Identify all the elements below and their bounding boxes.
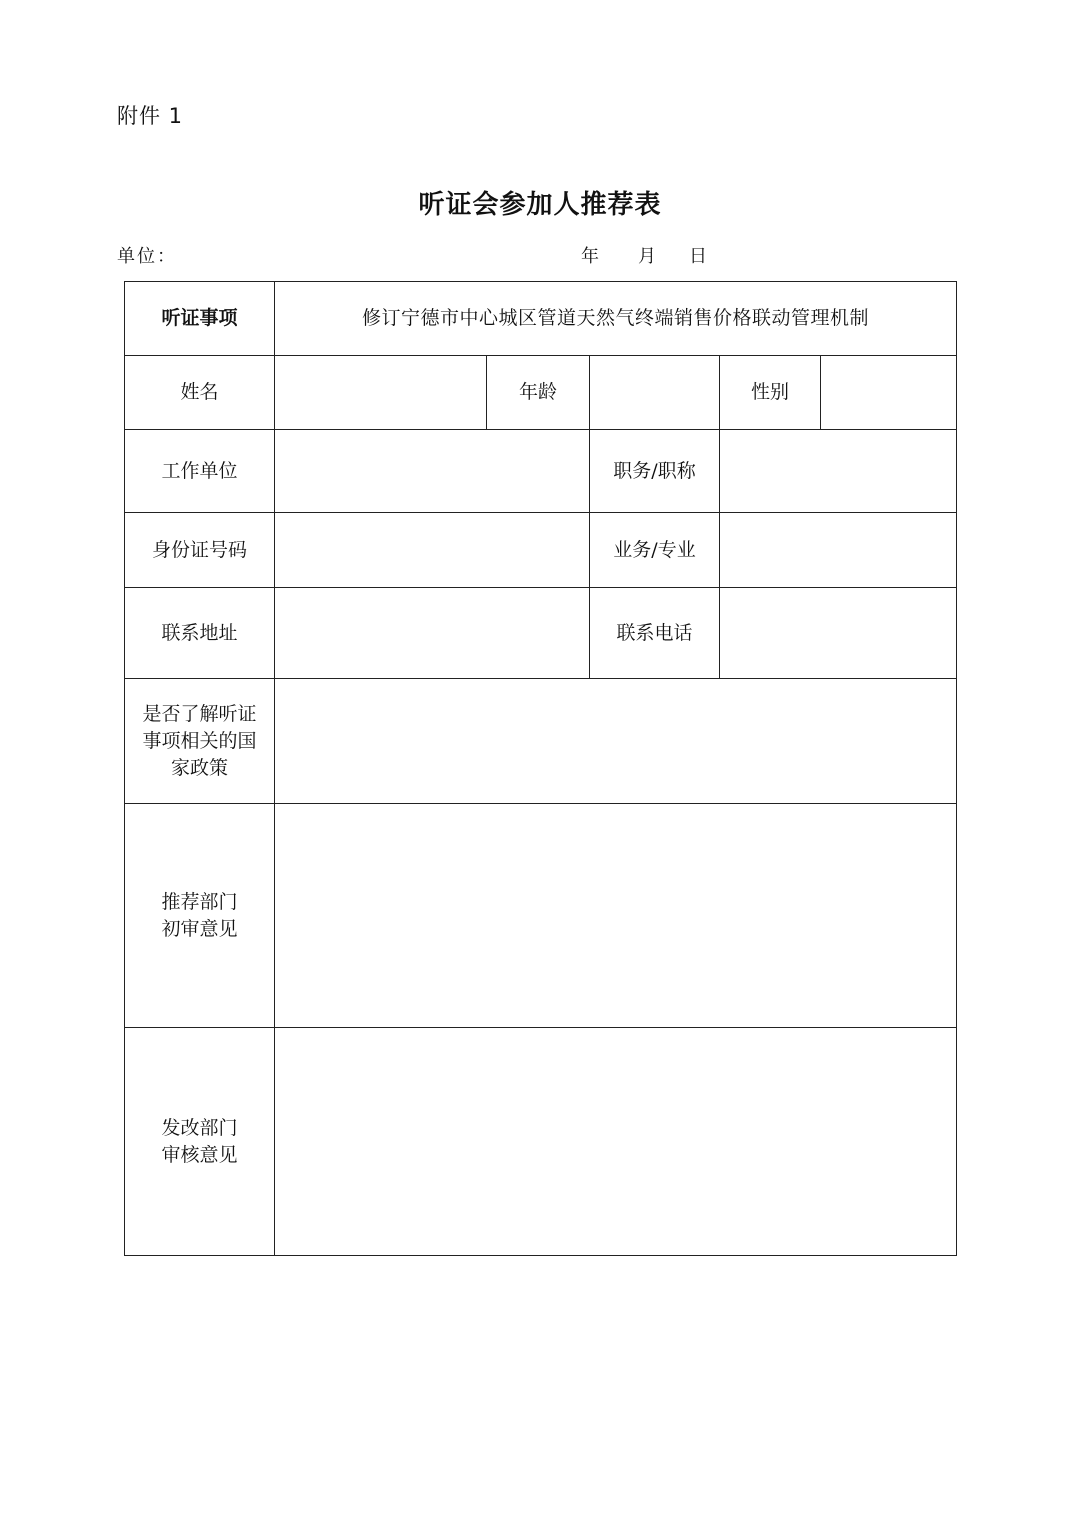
recommend-label-line1: 推荐部门 [161,890,238,913]
position-field[interactable] [720,430,957,513]
phone-label: 联系电话 [590,588,720,679]
hearing-item-label: 听证事项 [125,282,275,356]
recommend-row [125,804,957,1028]
recommend-label-line2: 初审意见 [161,917,238,940]
basic-info-row [125,356,957,430]
id-number-row [125,513,957,588]
hearing-item-value: 修订宁德市中心城区管道天然气终端销售价格联动管理机制 [275,282,957,356]
profession-field[interactable] [720,513,957,588]
review-row [125,1028,957,1256]
hearing-item-row [125,282,957,356]
address-field[interactable] [275,588,590,679]
work-unit-field[interactable] [275,430,590,513]
id-number-field[interactable] [275,513,590,588]
gender-label: 性别 [720,356,821,430]
unit-label: 单位： [117,246,177,267]
review-label-line1: 发改部门 [161,1116,238,1139]
id-number-label: 身份证号码 [125,513,275,588]
policy-label-line1: 是否了解听证 [142,702,257,725]
age-field[interactable] [590,356,720,430]
date-month-label: 月 [638,246,656,267]
profession-label: 业务/专业 [590,513,720,588]
recommendation-form-table [124,281,957,1256]
policy-label-line2: 事项相关的国 [142,729,257,752]
phone-field[interactable] [720,588,957,679]
recommend-opinion-field[interactable] [275,804,957,1028]
address-label: 联系地址 [125,588,275,679]
age-label: 年龄 [487,356,590,430]
address-row [125,588,957,679]
gender-field[interactable] [821,356,957,430]
recommend-label [125,804,275,1028]
review-label [125,1028,275,1256]
review-opinion-field[interactable] [275,1028,957,1256]
name-label: 姓名 [125,356,275,430]
review-label-line2: 审核意见 [161,1143,238,1166]
policy-row [125,679,957,804]
position-label: 职务/职称 [590,430,720,513]
policy-field[interactable] [275,679,957,804]
name-field[interactable] [275,356,487,430]
work-unit-label: 工作单位 [125,430,275,513]
date-year-label: 年 [581,246,599,267]
date-day-label: 日 [689,246,707,267]
policy-label [125,679,275,804]
work-unit-row [125,430,957,513]
page-title: 听证会参加人推荐表 [418,190,662,220]
policy-label-line3: 家政策 [170,756,228,779]
attachment-label: 附件 1 [117,104,184,128]
